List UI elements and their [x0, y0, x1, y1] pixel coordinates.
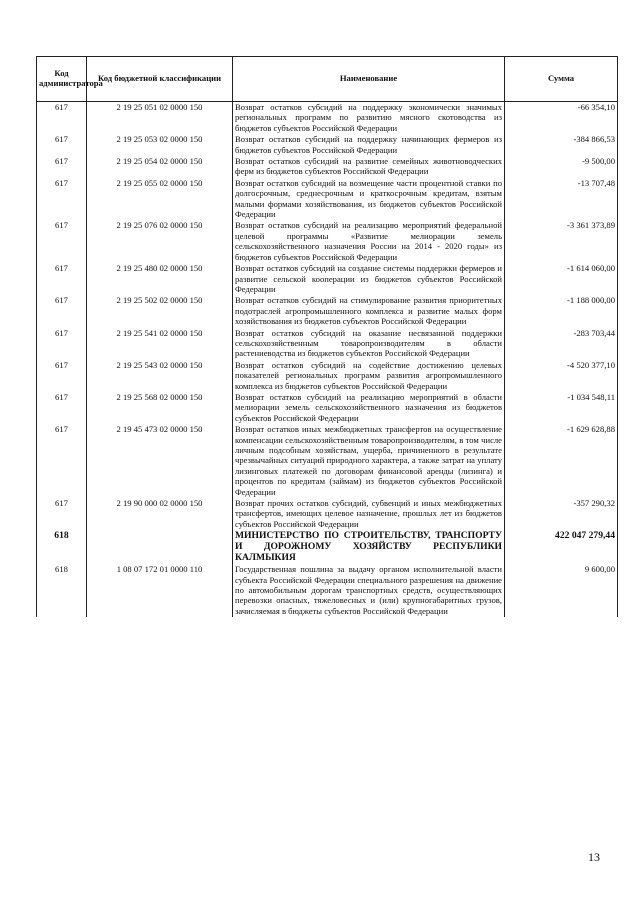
table-row — [37, 498, 618, 530]
sum-cell: -66 354,10 — [505, 102, 618, 135]
table-row — [37, 392, 618, 424]
name-cell: Возврат остатков субсидий на оказание несвязанной поддержки сельскохозяйственным товаропроизводителям в области растениеводства из бюджетов субъектов Российской Федерации — [233, 328, 505, 360]
budget-code-cell: 2 19 25 541 02 0000 150 — [87, 328, 233, 360]
budget-code-cell: 2 19 25 053 02 0000 150 — [87, 134, 233, 156]
table-row — [37, 178, 618, 221]
admin-code-cell: 617 — [37, 360, 87, 392]
admin-code-cell: 617 — [37, 392, 87, 424]
name-cell: Возврат остатков иных межбюджетных трансфертов на осуществление компенсации сельскохозяйственным товаропроизводителям, в том числе личным подсобным хозяйствам, ущерба, причиненного в результате чрезвычайных ситуаций природного характера, а также затрат на уплату лизинговых платежей по договорам финансовой аренды (лизинга) и процентов по кредитам (займам) из бюджетов субъектов Российской Федерации — [233, 424, 505, 498]
sum-cell: -1 188 000,00 — [505, 295, 618, 327]
admin-code-cell: 617 — [37, 263, 87, 295]
admin-code-cell: 617 — [37, 178, 87, 221]
table-header-row — [37, 57, 618, 102]
table-row — [37, 134, 618, 156]
sum-cell: 9 600,00 — [505, 564, 618, 617]
budget-code-cell — [87, 530, 233, 564]
budget-code-cell: 2 19 25 543 02 0000 150 — [87, 360, 233, 392]
name-cell: Возврат остатков субсидий на содействие достижению целевых показателей региональных программ развития агропромышленного комплекса из бюджетов субъектов Российской Федерации — [233, 360, 505, 392]
admin-code-cell: 618 — [37, 564, 87, 617]
sum-cell: -1 629 628,88 — [505, 424, 618, 498]
name-cell: Возврат остатков субсидий на стимулирование развития приоритетных подотраслей агропромышленного комплекса и развитие малых форм хозяйствования из бюджетов субъектов Российской Федерации — [233, 295, 505, 327]
budget-code-cell: 2 19 25 051 02 0000 150 — [87, 102, 233, 135]
budget-table — [36, 56, 618, 617]
sum-cell: -3 361 373,89 — [505, 220, 618, 263]
sum-cell: -4 520 377,10 — [505, 360, 618, 392]
budget-code-cell: 2 19 25 502 02 0000 150 — [87, 295, 233, 327]
table-row — [37, 220, 618, 263]
name-cell: Возврат остатков субсидий на поддержку экономически значимых региональных программ по развитию мясного скотоводства из бюджетов субъектов Российской Федерации — [233, 102, 505, 135]
table-row — [37, 156, 618, 178]
budget-code-cell: 2 19 25 076 02 0000 150 — [87, 220, 233, 263]
budget-code-cell: 2 19 25 054 02 0000 150 — [87, 156, 233, 178]
admin-code-cell: 617 — [37, 424, 87, 498]
table-row — [37, 295, 618, 327]
budget-code-cell: 2 19 90 000 02 0000 150 — [87, 498, 233, 530]
sum-cell: -283 703,44 — [505, 328, 618, 360]
admin-code-cell: 617 — [37, 328, 87, 360]
name-cell: Возврат остатков субсидий на реализацию мероприятий федеральной целевой программы «Развитие мелиорации земель сельскохозяйственного назначения России на 2014 - 2020 годы» из бюджетов субъектов Российской Федерации — [233, 220, 505, 263]
budget-code-cell: 2 19 25 480 02 0000 150 — [87, 263, 233, 295]
table-row — [37, 564, 618, 617]
ministry-name-cell: МИНИСТЕРСТВО ПО СТРОИТЕЛЬСТВУ, ТРАНСПОРТУ И ДОРОЖНОМУ ХОЗЯЙСТВУ РЕСПУБЛИКИ КАЛМЫКИЯ — [233, 530, 505, 564]
name-cell: Возврат остатков субсидий на поддержку начинающих фермеров из бюджетов субъектов Российской Федерации — [233, 134, 505, 156]
table-row — [37, 102, 618, 135]
admin-code-cell: 617 — [37, 220, 87, 263]
sum-cell: -1 614 060,00 — [505, 263, 618, 295]
admin-code-cell: 617 — [37, 295, 87, 327]
sum-cell: -13 707,48 — [505, 178, 618, 221]
sum-cell: -9 500,00 — [505, 156, 618, 178]
admin-code-cell: 617 — [37, 134, 87, 156]
name-cell: Государственная пошлина за выдачу органом исполнительной власти субъекта Российской Федерации специального разрешения на движение по автомобильным дорогам транспортных средств, осуществляющих перевозки опасных, тяжеловесных и (или) крупногабаритных грузов, зачисляемая в бюджеты субъектов Российской Федерации — [233, 564, 505, 617]
header-sum: Сумма — [505, 57, 618, 102]
name-cell: Возврат прочих остатков субсидий, субвенций и иных межбюджетных трансфертов, имеющих целевое назначение, прошлых лет из бюджетов субъектов Российской Федерации — [233, 498, 505, 530]
ministry-total-sum: 422 047 279,44 — [505, 530, 618, 564]
name-cell: Возврат остатков субсидий на развитие семейных животноводческих ферм из бюджетов субъектов Российской Федерации — [233, 156, 505, 178]
table-row — [37, 328, 618, 360]
header-name: Наименование — [233, 57, 505, 102]
admin-code-cell: 617 — [37, 156, 87, 178]
table-row — [37, 263, 618, 295]
admin-code-cell: 617 — [37, 102, 87, 135]
name-cell: Возврат остатков субсидий на возмещение части процентной ставки по долгосрочным, среднесрочным и краткосрочным кредитам, взятым малыми формами хозяйствования, из бюджетов субъектов Российской Федерации — [233, 178, 505, 221]
admin-code-cell: 618 — [37, 530, 87, 564]
table-row — [37, 360, 618, 392]
budget-code-cell: 1 08 07 172 01 0000 110 — [87, 564, 233, 617]
header-budget-code: Код бюджетной классификации — [87, 57, 233, 102]
name-cell: Возврат остатков субсидий на создание системы поддержки фермеров и развитие сельской кооперации из бюджетов субъектов Российской Федерации — [233, 263, 505, 295]
page-number: 13 — [588, 850, 600, 864]
sum-cell: -1 034 548,11 — [505, 392, 618, 424]
table-row — [37, 424, 618, 498]
ministry-total-row — [37, 530, 618, 564]
sum-cell: -357 290,32 — [505, 498, 618, 530]
budget-code-cell: 2 19 45 473 02 0000 150 — [87, 424, 233, 498]
header-admin-code: Код администратора — [37, 57, 87, 102]
sum-cell: -384 866,53 — [505, 134, 618, 156]
name-cell: Возврат остатков субсидий на реализацию мероприятий в области мелиорации земель сельскохозяйственного назначения из бюджетов субъектов Российской Федерации — [233, 392, 505, 424]
budget-code-cell: 2 19 25 055 02 0000 150 — [87, 178, 233, 221]
admin-code-cell: 617 — [37, 498, 87, 530]
budget-code-cell: 2 19 25 568 02 0000 150 — [87, 392, 233, 424]
